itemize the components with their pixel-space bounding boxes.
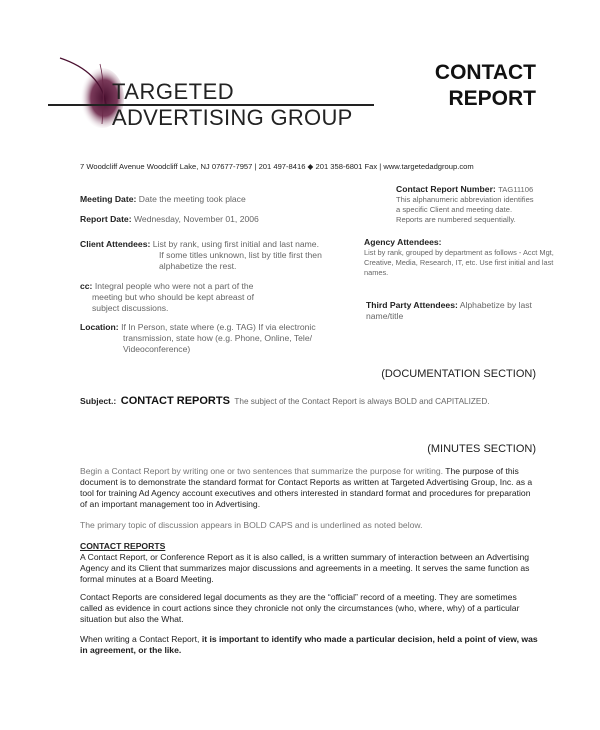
- third-party-attendees-label: Third Party Attendees:: [366, 300, 458, 310]
- title-line1: CONTACT: [434, 61, 536, 84]
- cc-field: [80, 281, 340, 314]
- client-attendees-line2: If some titles unknown, list by title first then: [159, 250, 322, 260]
- contact-reports-heading: CONTACT REPORTS: [80, 541, 166, 551]
- logo-text-line2: ADVERTISING GROUP: [112, 105, 353, 130]
- client-attendees-line3: alphabetize the rest.: [159, 261, 237, 271]
- title-line2: REPORT: [448, 87, 536, 110]
- documentation-section-heading: (DOCUMENTATION SECTION): [381, 368, 536, 380]
- third-party-attendees-line1: Alphabetize by last: [459, 300, 532, 310]
- intro-sentence-b: The purpose of this document is to demonstrate the standard format for Contact Reports as written at Targeted Advertising Group, Inc. as a tool for training Ad Agency account executives and others interested in standard format and procedures for preparation of an important management too in Advertising.: [80, 466, 533, 509]
- subject-note: The subject of the Contact Report is always BOLD and CAPITALIZED.: [234, 397, 490, 406]
- body-paragraph-3-emphasis: it is important to identify who made a particular decision, held a point of view, was in agreement, or the like.: [80, 634, 538, 655]
- minutes-section-heading: (MINUTES SECTION): [427, 443, 536, 455]
- contact-report-number-label: Contact Report Number:: [396, 184, 496, 194]
- report-date-field: [80, 214, 259, 225]
- agency-attendees-field: [364, 237, 564, 278]
- document-title: [435, 60, 536, 112]
- agency-attendees-line2: Creative, Media, Research, IT, etc. Use first initial and last: [364, 258, 554, 267]
- meeting-date-label: Meeting Date:: [80, 194, 137, 204]
- contact-report-number-line3: a specific Client and meeting date.: [396, 205, 513, 214]
- client-attendees-field: [80, 239, 370, 272]
- subject-label: Subject.:: [80, 396, 117, 406]
- cc-label: cc:: [80, 281, 93, 291]
- body-paragraph-2: Contact Reports are considered legal documents as they are the “official” record of a meeting. They are sometimes called as evidence in court actions since they chronicle not only the circumstances (who, where, why) of a particular situation but also the What.: [80, 592, 520, 624]
- location-line2: transmission, state how (e.g. Phone, Online, Tele/: [123, 333, 313, 343]
- company-address: 7 Woodcliff Avenue Woodcliff Lake, NJ 07677-7957 | 201 497-8416 ◆ 201 358-6801 Fax | www.targetedadgroup.com: [80, 162, 474, 171]
- cc-line1: Integral people who were not a part of the: [94, 281, 254, 291]
- cc-line3: subject discussions.: [92, 303, 169, 313]
- cc-line2: meeting but who should be kept abreast of: [92, 292, 254, 302]
- intro-sentence-a: Begin a Contact Report by writing one or two sentences that summarize the purpose for writing.: [80, 466, 444, 476]
- meeting-date-value: Date the meeting took place: [138, 194, 246, 204]
- report-date-value: Wednesday, November 01, 2006: [133, 214, 259, 224]
- contact-reports-section: [80, 541, 540, 585]
- subject-title: CONTACT REPORTS: [120, 395, 230, 407]
- report-date-label: Report Date:: [80, 214, 132, 224]
- logo-text-line1: TARGETED: [112, 79, 235, 104]
- agency-attendees-line3: names.: [364, 268, 389, 277]
- contact-report-number-line2: This alphanumeric abbreviation identifies: [396, 195, 534, 204]
- client-attendees-label: Client Attendees:: [80, 239, 151, 249]
- contact-report-number-line4: Reports are numbered sequentially.: [396, 215, 516, 224]
- body-paragraph-3: [80, 634, 540, 656]
- location-field: [80, 322, 370, 355]
- agency-attendees-line1: List by rank, grouped by department as follows - Acct Mgt,: [364, 248, 554, 257]
- third-party-attendees-field: [366, 300, 566, 322]
- body-paragraph-3-lead: When writing a Contact Report,: [80, 634, 202, 644]
- intro-paragraph: [80, 466, 540, 510]
- location-line1: If In Person, state where (e.g. TAG) If via electronic: [121, 322, 316, 332]
- location-label: Location:: [80, 322, 119, 332]
- body-paragraph-1: A Contact Report, or Conference Report as it is also called, is a written summary of interaction between an Advertising Agency and its Client that summarizes major discussions and agreements in a meeting. It serves the same function as formal minutes at a Board Meeting.: [80, 552, 530, 584]
- agency-attendees-label: Agency Attendees:: [364, 237, 442, 247]
- third-party-attendees-line2: name/title: [366, 311, 404, 321]
- topic-note: The primary topic of discussion appears in BOLD CAPS and is underlined as noted below.: [80, 520, 423, 530]
- contact-report-number-field: [396, 184, 576, 225]
- contact-report-number-value: TAG11106: [498, 185, 534, 194]
- meeting-date-field: [80, 194, 246, 205]
- subject-line: [80, 391, 560, 409]
- client-attendees-line1: List by rank, using first initial and last name.: [152, 239, 319, 249]
- location-line3: Videoconference): [123, 344, 191, 354]
